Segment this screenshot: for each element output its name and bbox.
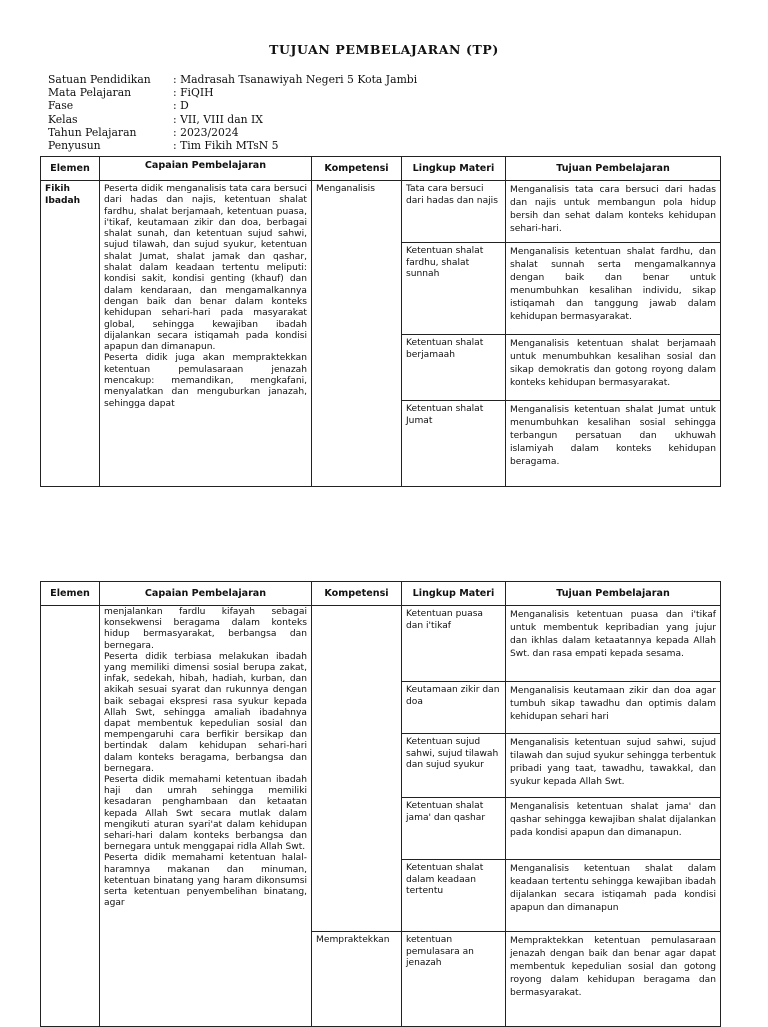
lingkup-cell: Ketentuan shalat berjamaah — [402, 335, 506, 401]
lingkup-cell: Ketentuan shalat fardhu, shalat sunnah — [402, 243, 506, 335]
meta-row — [48, 113, 417, 126]
header-capaian: Capaian Pembelajaran — [100, 157, 312, 181]
header-elemen: Elemen — [41, 582, 100, 606]
kompetensi-cell — [312, 606, 402, 932]
lingkup-cell: Ketentuan sujud sahwi, sujud tilawah dan sujud syukur — [402, 734, 506, 798]
meta-value: : VII, VIII dan IX — [173, 112, 263, 126]
elemen-cell — [41, 606, 100, 1027]
tp-table-2 — [40, 581, 721, 1027]
meta-key: Tahun Pelajaran — [48, 125, 137, 139]
capaian-cell: menjalankan fardlu kifayah sebagai konsekwensi beragama dalam konteks hidup bermasyarakat, berbangsa dan bernegara. Peserta didik terbiasa melakukan ibadah yang memiliki dimensi sosial berupa zakat, infak, sedekah, hibah, hadiah, kurban, dan akikah sesuai syarat dan rukunnya dengan baik sebagai ekspresi rasa syukur kepada Allah Swt, sehingga amaliah ibadahnya dapat membentuk kepedulian sosial dan mempengaruhi cara berfikir bersikap dan bertindak dalam kehidupan sehari-hari dalam konteks beragama, berbangsa dan bernegara. Peserta didik memahami ketentuan ibadah haji dan umrah sehingga memiliki kesadaran penghambaan dan ketaatan kepada Allah Swt secara mutlak dalam mengikuti aturan syari'at dalam kehidupan sehari-hari dalam konteks berbangsa dan bernegara untuk menggapai ridla Allah Swt. Peserta didik memahami ketentuan halal-haramnya makanan dan minuman, ketentuan binatang yang haram dikonsumsi serta ketentuan penyembelihan binatang, agar — [100, 606, 312, 1027]
tujuan-cell: Menganalisis ketentuan shalat fardhu, dan shalat sunnah serta mengamalkannya dengan baik dan benar untuk menumbuhkan kesalihan individu, sikap istiqamah dan tanggung jawab dalam kehidupan bermasyarakat. — [506, 243, 721, 335]
meta-value: : FiQIH — [173, 86, 214, 100]
meta-row — [48, 99, 417, 112]
table-header-row — [41, 157, 721, 181]
meta-value: : Madrasah Tsanawiyah Negeri 5 Kota Jambi — [173, 73, 418, 86]
table-row — [41, 606, 721, 682]
header-tujuan: Tujuan Pembelajaran — [506, 157, 721, 181]
meta-row — [48, 73, 417, 86]
header-kompetensi: Kompetensi — [312, 157, 402, 181]
header-elemen: Elemen — [41, 157, 100, 181]
lingkup-cell: Ketentuan shalat dalam keadaan tertentu — [402, 860, 506, 932]
meta-key: Mata Pelajaran — [48, 86, 132, 100]
lingkup-cell: ketentuan pemulasara an jenazah — [402, 932, 506, 1027]
kompetensi-cell: Menganalisis — [312, 181, 402, 487]
meta-value: : Tim Fikih MTsN 5 — [173, 139, 279, 153]
header-lingkup: Lingkup Materi — [402, 582, 506, 606]
lingkup-cell: Ketentuan shalat Jumat — [402, 401, 506, 487]
meta-row — [48, 139, 417, 152]
header-capaian: Capaian Pembelajaran — [100, 582, 312, 606]
lingkup-cell: Keutamaan zikir dan doa — [402, 682, 506, 734]
header-kompetensi: Kompetensi — [312, 582, 402, 606]
tujuan-cell: Menganalisis tata cara bersuci dari hadas dan najis untuk membangun pola hidup bersih dan sehat dalam konteks kehidupan sehari-hari. — [506, 181, 721, 243]
tujuan-cell: Menganalisis ketentuan sujud sahwi, sujud tilawah dan sujud syukur sehingga terbentuk pribadi yang taat, tawadhu, tawakkal, dan syukur kepada Allah Swt. — [506, 734, 721, 798]
capaian-cell: Peserta didik menganalisis tata cara bersuci dari hadas dan najis, ketentuan shalat fardhu, shalat berjamaah, ketentuan puasa, i'tikaf, keutamaan zikir dan doa, berbagai shalat sunah, dan ketentuan sujud sahwi, sujud tilawah, dan sujud syukur, ketentuan shalat Jumat, shalat jamak dan qashar, shalat dalam keadaan tertentu meliputi: kondisi sakit, kondisi genting (khauf) dan dalam kendaraan, dan mengamalkannya dengan baik dan benar dalam konteks kehidupan sehari-hari pada masyarakat global, sehingga kewajiban ibadah dijalankan secara istiqamah pada kondisi apapun dan dimanapun. Peserta didik juga akan mempraktekkan ketentuan pemulasaraan jenazah mencakup: memandikan, mengkafani, menyalatkan dan menguburkan janazah, sehingga dapat — [100, 181, 312, 487]
meta-row — [48, 86, 417, 99]
header-lingkup: Lingkup Materi — [402, 157, 506, 181]
meta-key: Penyusun — [48, 139, 101, 153]
meta-row — [48, 126, 417, 139]
table-row — [41, 181, 721, 243]
lingkup-cell: Ketentuan puasa dan i'tikaf — [402, 606, 506, 682]
meta-value: : 2023/2024 — [173, 125, 239, 139]
tujuan-cell: Menganalisis ketentuan shalat Jumat untuk menumbuhkan kesalihan sosial sehingga terbangun persatuan dan ukhuwah islamiyah dalam konteks kehidupan beragama. — [506, 401, 721, 487]
elemen-cell: Fikih Ibadah — [41, 181, 100, 487]
tujuan-cell: Menganalisis ketentuan shalat berjamaah untuk menumbuhkan kesalihan sosial dan sikap demokratis dan gotong royong dalam konteks kehidupan bermasyarakat. — [506, 335, 721, 401]
lingkup-cell: Ketentuan shalat jama' dan qashar — [402, 798, 506, 860]
meta-key: Kelas — [48, 112, 78, 126]
meta-value: : D — [173, 99, 189, 113]
table-header-row — [41, 582, 721, 606]
meta-key: Satuan Pendidikan — [48, 73, 151, 86]
kompetensi-cell: Mempraktekkan — [312, 932, 402, 1027]
header-tujuan: Tujuan Pembelajaran — [506, 582, 721, 606]
tujuan-cell: Mempraktekkan ketentuan pemulasaraan jenazah dengan baik dan benar agar dapat membentuk kepedulian sosial dan gotong royong dalam kehidupan beragama dan bermasyarakat. — [506, 932, 721, 1027]
lingkup-cell: Tata cara bersuci dari hadas dan najis — [402, 181, 506, 243]
tujuan-cell: Menganalisis keutamaan zikir dan doa agar tumbuh sikap tawadhu dan optimis dalam kehidupan sehari hari — [506, 682, 721, 734]
identity-block — [48, 73, 417, 152]
tujuan-cell: Menganalisis ketentuan puasa dan i'tikaf untuk membentuk kepribadian yang jujur dan ikhlas dalam ketaatannya kepada Allah Swt. dan rasa empati kepada sesama. — [506, 606, 721, 682]
tp-table-1 — [40, 156, 721, 487]
page-title: TUJUAN PEMBELAJARAN (TP) — [269, 42, 499, 57]
meta-key: Fase — [48, 99, 74, 113]
tujuan-cell: Menganalisis ketentuan shalat jama' dan qashar sehingga kewajiban shalat dijalankan pada kondisi apapun dan dimanapun. — [506, 798, 721, 860]
tujuan-cell: Menganalisis ketentuan shalat dalam keadaan tertentu sehingga kewajiban ibadah dijalankan secara istiqamah pada kondisi apapun dan dimanapun — [506, 860, 721, 932]
